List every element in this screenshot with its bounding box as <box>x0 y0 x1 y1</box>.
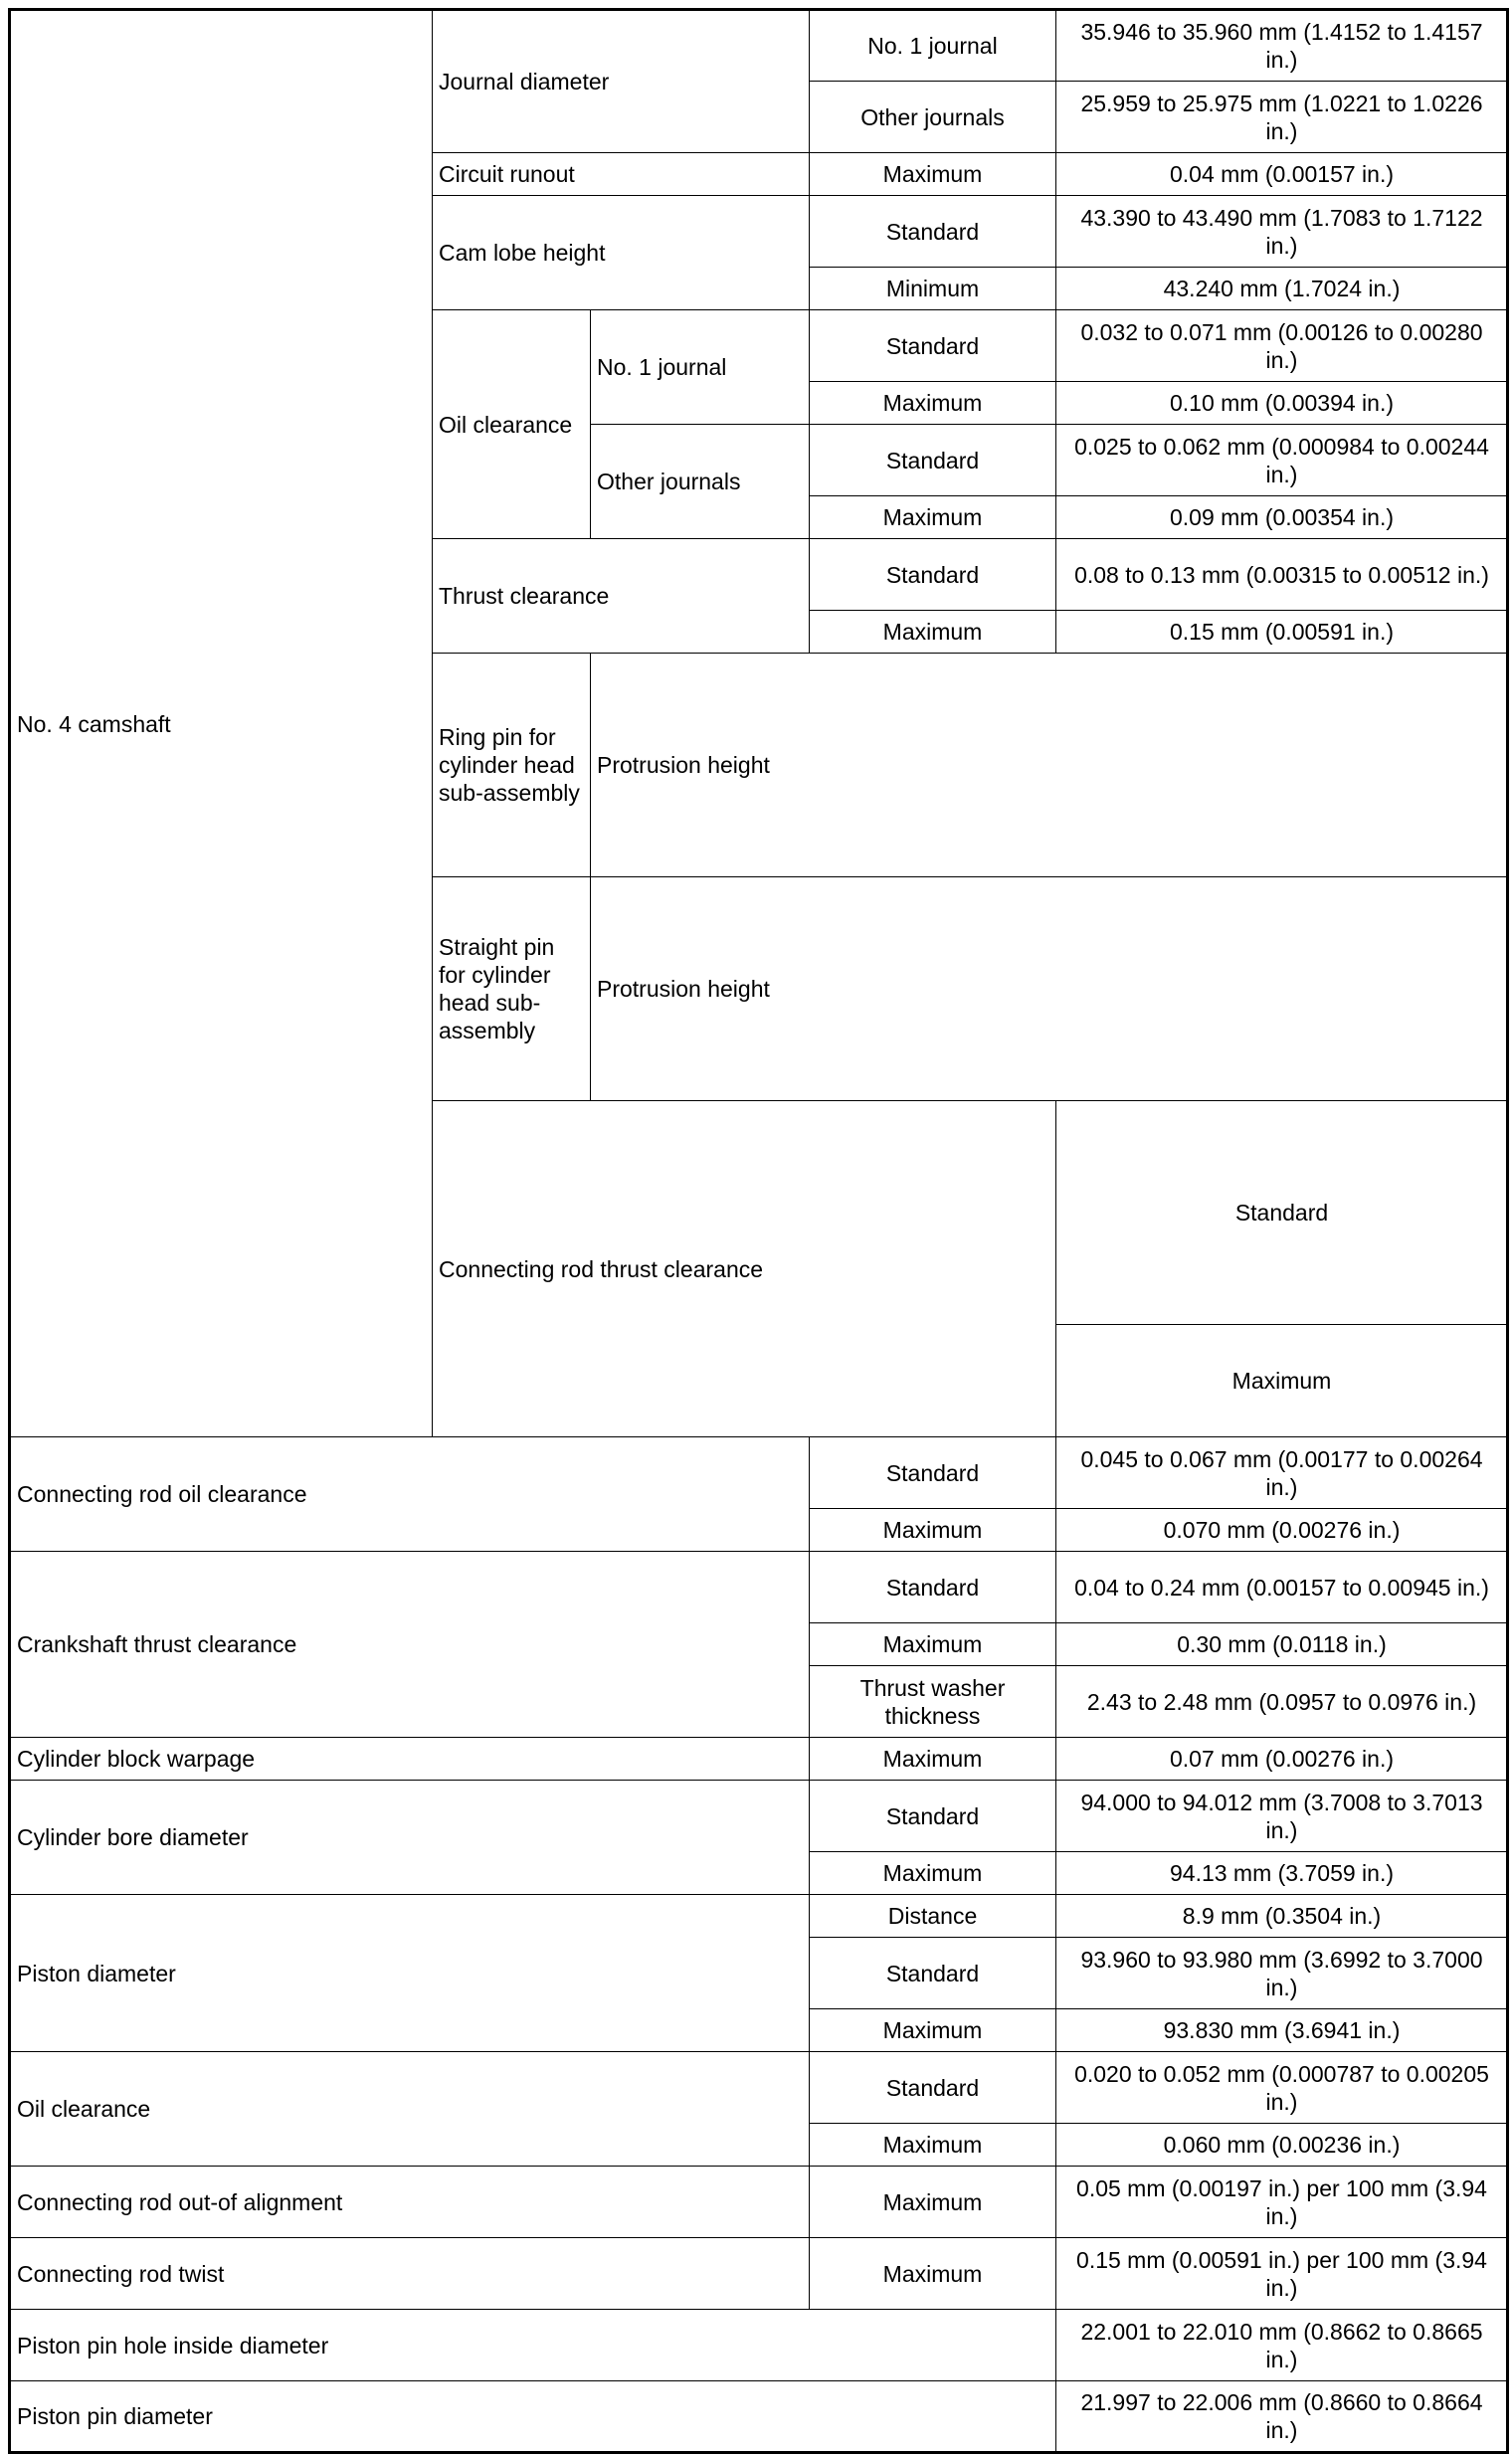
table-row <box>10 2238 1508 2310</box>
item-cell: Piston pin hole inside diameter <box>10 2310 1056 2381</box>
value-cell: 94.13 mm (3.7059 in.) <box>1056 1852 1508 1895</box>
sub-spec-cell: No. 1 journal <box>591 310 810 425</box>
item-cell: No. 4 camshaft <box>10 10 433 1437</box>
item-cell: Straight pin for cylinder head sub-assembly <box>433 877 591 1101</box>
condition-cell: Distance <box>810 1895 1056 1938</box>
spec-cell: Journal diameter <box>433 10 810 153</box>
spec-cell: Protrusion height <box>591 654 1508 877</box>
value-cell: 2.43 to 2.48 mm (0.0957 to 0.0976 in.) <box>1056 1666 1508 1738</box>
condition-cell: Maximum <box>810 1852 1056 1895</box>
value-cell: 0.07 mm (0.00276 in.) <box>1056 1738 1508 1781</box>
spec-cell: Oil clearance <box>433 310 591 539</box>
item-cell: Connecting rod out-of alignment <box>10 2167 810 2238</box>
specifications-table <box>8 8 1509 2454</box>
value-cell: 0.10 mm (0.00394 in.) <box>1056 382 1508 425</box>
value-cell: 0.025 to 0.062 mm (0.000984 to 0.00244 in.) <box>1056 425 1508 496</box>
value-cell: 22.001 to 22.010 mm (0.8662 to 0.8665 in.) <box>1056 2310 1508 2381</box>
value-cell: 43.390 to 43.490 mm (1.7083 to 1.7122 in.) <box>1056 196 1508 268</box>
table-row <box>10 2052 1508 2124</box>
table-row <box>10 1552 1508 1623</box>
condition-cell: Maximum <box>810 153 1056 196</box>
item-cell: Oil clearance <box>10 2052 810 2167</box>
value-cell: 25.959 to 25.975 mm (1.0221 to 1.0226 in.) <box>1056 82 1508 153</box>
item-cell: Connecting rod thrust clearance <box>433 1101 1056 1437</box>
value-cell: 0.15 mm (0.00591 in.) per 100 mm (3.94 in.) <box>1056 2238 1508 2310</box>
condition-cell: Standard <box>810 1437 1056 1509</box>
condition-cell: Maximum <box>810 2238 1056 2310</box>
condition-cell: Standard <box>810 310 1056 382</box>
table-row <box>10 10 1508 82</box>
value-cell: 0.05 mm (0.00197 in.) per 100 mm (3.94 in.) <box>1056 2167 1508 2238</box>
condition-cell: Standard <box>1056 1101 1508 1325</box>
spec-cell: Cam lobe height <box>433 196 810 310</box>
value-cell: 0.30 mm (0.0118 in.) <box>1056 1623 1508 1666</box>
value-cell: 0.070 mm (0.00276 in.) <box>1056 1509 1508 1552</box>
table-row <box>10 1895 1508 1938</box>
condition-cell: Maximum <box>810 382 1056 425</box>
value-cell: 0.08 to 0.13 mm (0.00315 to 0.00512 in.) <box>1056 539 1508 611</box>
item-cell: Crankshaft thrust clearance <box>10 1552 810 1738</box>
value-cell: 8.9 mm (0.3504 in.) <box>1056 1895 1508 1938</box>
table-row <box>10 1781 1508 1852</box>
value-cell: 94.000 to 94.012 mm (3.7008 to 3.7013 in.) <box>1056 1781 1508 1852</box>
spec-cell: Circuit runout <box>433 153 810 196</box>
sub-spec-cell: Other journals <box>591 425 810 539</box>
condition-cell: Standard <box>810 539 1056 611</box>
table-row <box>10 2167 1508 2238</box>
item-cell: Connecting rod oil clearance <box>10 1437 810 1552</box>
condition-cell: Maximum <box>810 1738 1056 1781</box>
condition-cell: Minimum <box>810 268 1056 310</box>
value-cell: 0.04 mm (0.00157 in.) <box>1056 153 1508 196</box>
condition-cell: No. 1 journal <box>810 10 1056 82</box>
condition-cell: Standard <box>810 2052 1056 2124</box>
condition-cell: Standard <box>810 1938 1056 2009</box>
item-cell: Cylinder bore diameter <box>10 1781 810 1895</box>
value-cell: 93.960 to 93.980 mm (3.6992 to 3.7000 in.) <box>1056 1938 1508 2009</box>
condition-cell: Maximum <box>810 1509 1056 1552</box>
value-cell: 0.020 to 0.052 mm (0.000787 to 0.00205 in.) <box>1056 2052 1508 2124</box>
condition-cell: Other journals <box>810 82 1056 153</box>
table-row <box>10 1738 1508 1781</box>
spec-cell: Thrust clearance <box>433 539 810 654</box>
value-cell: 43.240 mm (1.7024 in.) <box>1056 268 1508 310</box>
table-row <box>10 1437 1508 1509</box>
condition-cell: Maximum <box>810 611 1056 654</box>
value-cell: 21.997 to 22.006 mm (0.8660 to 0.8664 in.) <box>1056 2381 1508 2453</box>
condition-cell: Standard <box>810 1781 1056 1852</box>
item-cell: Ring pin for cylinder head sub-assembly <box>433 654 591 877</box>
table-row <box>10 2310 1508 2381</box>
condition-cell: Thrust washer thickness <box>810 1666 1056 1738</box>
condition-cell: Maximum <box>810 2009 1056 2052</box>
item-cell: Piston pin diameter <box>10 2381 1056 2453</box>
item-cell: Cylinder block warpage <box>10 1738 810 1781</box>
table-row <box>10 2381 1508 2453</box>
value-cell: 0.032 to 0.071 mm (0.00126 to 0.00280 in.) <box>1056 310 1508 382</box>
spec-cell: Protrusion height <box>591 877 1508 1101</box>
value-cell: 0.060 mm (0.00236 in.) <box>1056 2124 1508 2167</box>
value-cell: 0.045 to 0.067 mm (0.00177 to 0.00264 in.) <box>1056 1437 1508 1509</box>
condition-cell: Standard <box>810 425 1056 496</box>
condition-cell: Maximum <box>1056 1325 1508 1437</box>
value-cell: 0.15 mm (0.00591 in.) <box>1056 611 1508 654</box>
value-cell: 0.04 to 0.24 mm (0.00157 to 0.00945 in.) <box>1056 1552 1508 1623</box>
condition-cell: Maximum <box>810 1623 1056 1666</box>
value-cell: 35.946 to 35.960 mm (1.4152 to 1.4157 in.) <box>1056 10 1508 82</box>
item-cell: Piston diameter <box>10 1895 810 2052</box>
condition-cell: Maximum <box>810 496 1056 539</box>
condition-cell: Standard <box>810 196 1056 268</box>
condition-cell: Maximum <box>810 2124 1056 2167</box>
item-cell: Connecting rod twist <box>10 2238 810 2310</box>
value-cell: 0.09 mm (0.00354 in.) <box>1056 496 1508 539</box>
value-cell: 93.830 mm (3.6941 in.) <box>1056 2009 1508 2052</box>
condition-cell: Standard <box>810 1552 1056 1623</box>
condition-cell: Maximum <box>810 2167 1056 2238</box>
